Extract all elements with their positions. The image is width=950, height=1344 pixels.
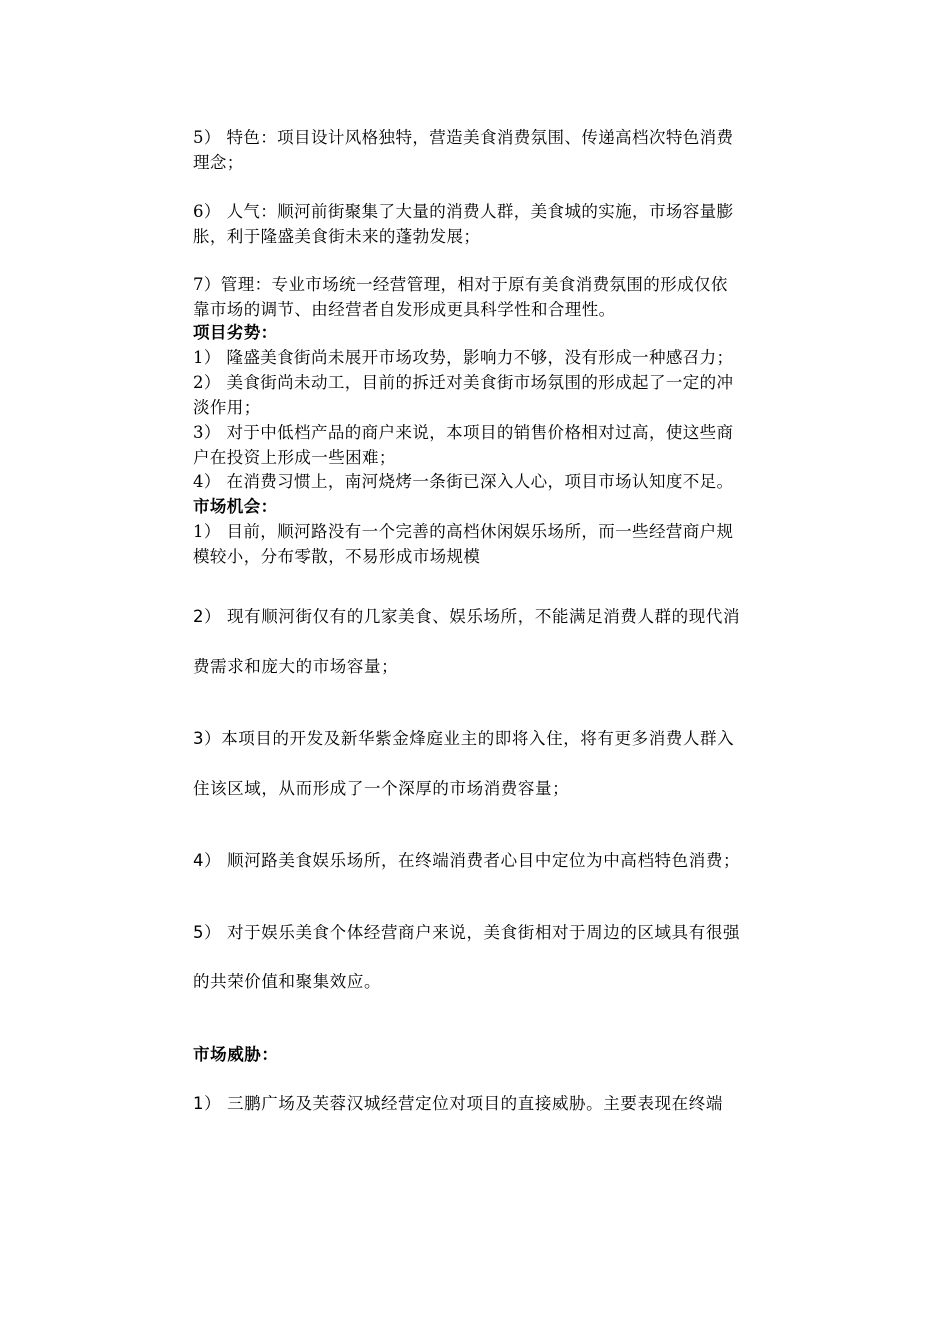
strength-7-line-1: 7）管理：专业市场统一经营管理，相对于原有美食消费氛围的形成仅依 xyxy=(193,275,728,294)
opportunity-1-line-2: 模较小，分布零散，不易形成市场规模 xyxy=(193,547,481,566)
opportunities-heading: 市场机会： xyxy=(193,497,278,516)
opportunity-3-line-2: 住该区域，从而形成了一个深厚的市场消费容量； xyxy=(193,779,570,798)
strength-6-line-2: 胀，利于隆盛美食街未来的蓬勃发展； xyxy=(193,227,481,246)
opportunity-2-line-2: 费需求和庞大的市场容量； xyxy=(193,657,399,676)
strength-7-line-2: 靠市场的调节、由经营者自发形成更具科学性和合理性。 xyxy=(193,300,616,319)
strength-5-line-2: 理念； xyxy=(193,153,244,172)
weakness-3-line-2: 户在投资上形成一些困难； xyxy=(193,448,396,467)
opportunity-5-line-1: 5） 对于娱乐美食个体经营商户来说，美食街相对于周边的区域具有很强 xyxy=(193,923,741,942)
opportunity-2-line-1: 2） 现有顺河街仅有的几家美食、娱乐场所，不能满足消费人群的现代消 xyxy=(193,607,741,626)
weakness-2-line-1: 2） 美食街尚未动工，目前的拆迁对美食街市场氛围的形成起了一定的冲 xyxy=(193,373,734,392)
weakness-1-line-1: 1） 隆盛美食街尚未展开市场攻势，影响力不够，没有形成一种感召力； xyxy=(193,348,734,367)
opportunity-5-line-2: 的共荣价值和聚集效应。 xyxy=(193,972,382,991)
opportunity-4-line-1: 4） 顺河路美食娱乐场所，在终端消费者心目中定位为中高档特色消费； xyxy=(193,851,741,870)
strength-6-line-1: 6） 人气：顺河前街聚集了大量的消费人群，美食城的实施，市场容量膨 xyxy=(193,202,734,221)
threats-heading: 市场威胁： xyxy=(193,1045,279,1064)
strength-5-line-1: 5） 特色：项目设计风格独特，营造美食消费氛围、传递高档次特色消费 xyxy=(193,128,734,147)
threat-1-line-1: 1） 三鹏广场及芙蓉汉城经营定位对项目的直接威胁。主要表现在终端 xyxy=(193,1094,723,1113)
weakness-2-line-2: 淡作用； xyxy=(193,398,261,417)
opportunity-3-line-1: 3）本项目的开发及新华紫金烽庭业主的即将入住，将有更多消费人群入 xyxy=(193,729,735,748)
weaknesses-heading: 项目劣势： xyxy=(193,323,278,342)
opportunity-1-line-1: 1） 目前，顺河路没有一个完善的高档休闲娱乐场所，而一些经营商户规 xyxy=(193,522,734,541)
weakness-3-line-1: 3） 对于中低档产品的商户来说，本项目的销售价格相对过高，使这些商 xyxy=(193,423,734,442)
weakness-4-line-1: 4） 在消费习惯上，南河烧烤一条街已深入人心，项目市场认知度不足。 xyxy=(193,472,734,491)
